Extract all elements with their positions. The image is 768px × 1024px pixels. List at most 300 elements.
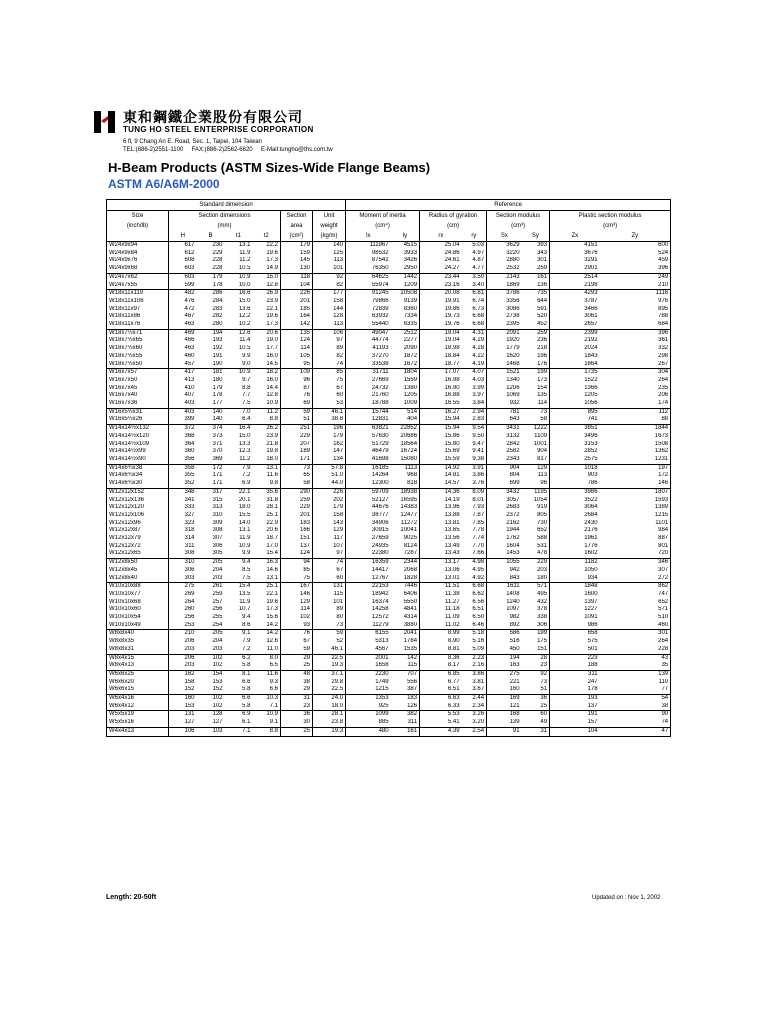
value-cell: 12.8 bbox=[253, 282, 281, 290]
value-cell: 14.92 bbox=[420, 464, 462, 472]
size-cell: W24x9x76 bbox=[107, 257, 169, 265]
value-cell: 7.9 bbox=[242, 638, 251, 645]
value-cell: 6.68 bbox=[462, 583, 487, 591]
value-cell: 355 bbox=[184, 472, 195, 479]
value-cell: 7.2 bbox=[242, 645, 251, 652]
value-cell: 371 bbox=[212, 440, 223, 447]
header-gyration-unit: (cm) bbox=[420, 221, 487, 231]
size-cell: W24x9x68 bbox=[107, 265, 169, 273]
value-cell: 160 bbox=[509, 686, 520, 693]
value-cell: 23.16 bbox=[444, 281, 460, 288]
value-cell: 24.61 bbox=[444, 257, 460, 264]
table-row bbox=[107, 257, 671, 265]
value-cell: 8.8 bbox=[253, 416, 281, 424]
value-cell: 600 bbox=[600, 242, 671, 250]
value-cell: 247 bbox=[587, 678, 598, 685]
header-col-b: B bbox=[208, 233, 213, 239]
value-cell: 14.2 bbox=[253, 630, 281, 638]
value-cell: 1206 bbox=[506, 384, 520, 391]
value-cell: 16724 bbox=[391, 448, 420, 456]
value-cell: 469 bbox=[169, 329, 197, 337]
value-cell: 23.9 bbox=[253, 298, 281, 306]
value-cell: 76350 bbox=[371, 265, 389, 272]
value-cell: 255 bbox=[212, 614, 223, 621]
value-cell: 903 bbox=[587, 472, 598, 479]
value-cell: 152 bbox=[212, 686, 223, 693]
value-cell: 968 bbox=[391, 472, 420, 480]
value-cell: 14.6 bbox=[253, 567, 281, 575]
value-cell: 1353 bbox=[346, 695, 391, 703]
value-cell: 257 bbox=[212, 598, 223, 605]
size-cell: W8x8x31 bbox=[107, 646, 169, 654]
value-cell: 94 bbox=[281, 559, 313, 567]
value-cell: 74 bbox=[313, 559, 346, 567]
value-cell: 3.86 bbox=[462, 472, 487, 480]
table-row bbox=[107, 567, 671, 575]
header-section-dim-unit: (mm) bbox=[169, 221, 281, 231]
value-cell: 48 bbox=[281, 670, 313, 678]
size-cell: W12x12x65 bbox=[107, 550, 169, 558]
value-cell: 6.6 bbox=[225, 695, 253, 703]
value-cell: 15.6 bbox=[253, 614, 281, 622]
table-row bbox=[107, 527, 671, 535]
value-cell: 11.0 bbox=[253, 646, 281, 654]
value-cell: 93 bbox=[281, 622, 313, 630]
value-cell: 169 bbox=[487, 695, 522, 703]
value-cell: 197 bbox=[600, 464, 671, 472]
value-cell: 25.1 bbox=[253, 512, 281, 520]
value-cell: 47 bbox=[600, 727, 671, 736]
value-cell: 13.43 bbox=[444, 550, 460, 557]
value-cell: 153 bbox=[184, 702, 195, 709]
header-col-sy: Sy bbox=[522, 231, 550, 242]
value-cell: 3.26 bbox=[462, 711, 487, 719]
value-cell: 9.1 bbox=[225, 630, 253, 638]
value-cell: 9.8 bbox=[253, 480, 281, 488]
value-cell: 110 bbox=[658, 678, 669, 685]
value-cell: 403 bbox=[169, 408, 197, 416]
value-cell: 3522 bbox=[584, 496, 598, 503]
table-row bbox=[107, 464, 671, 472]
size-cell: W18x11x119 bbox=[107, 290, 169, 298]
value-cell: 2041 bbox=[391, 630, 420, 638]
value-cell: 128 bbox=[313, 313, 346, 321]
value-cell: 524 bbox=[658, 249, 669, 256]
value-cell: 2950 bbox=[391, 265, 420, 273]
value-cell: 1807 bbox=[600, 488, 671, 496]
length-note: Length: 20-50ft bbox=[106, 894, 157, 901]
value-cell: 4.87 bbox=[462, 257, 487, 265]
value-cell: 159 bbox=[281, 250, 313, 258]
value-cell: 38 bbox=[661, 702, 669, 709]
value-cell: 162 bbox=[169, 670, 197, 678]
table-row bbox=[107, 630, 671, 638]
value-cell: 3.84 bbox=[462, 400, 487, 408]
value-cell: 308 bbox=[184, 550, 195, 557]
value-cell: 59 bbox=[281, 646, 313, 654]
value-cell: 11.6 bbox=[253, 472, 281, 480]
value-cell: 17.07 bbox=[420, 369, 462, 377]
value-cell: 1828 bbox=[391, 575, 420, 583]
value-cell: 786 bbox=[587, 480, 598, 487]
value-cell: 9.3 bbox=[253, 679, 281, 687]
value-cell: 2198 bbox=[584, 281, 598, 288]
value-cell: 801 bbox=[658, 542, 669, 549]
value-cell: 23.44 bbox=[420, 273, 462, 281]
size-cell: W14x6¾x34 bbox=[107, 472, 169, 480]
value-cell: 6.46 bbox=[462, 622, 487, 630]
value-cell: 10.5 bbox=[238, 265, 251, 272]
value-cell: 16.27 bbox=[420, 408, 462, 416]
value-cell: 72839 bbox=[371, 305, 389, 312]
value-cell: 25 bbox=[281, 727, 313, 736]
value-cell: 298 bbox=[658, 352, 669, 359]
value-cell: 348 bbox=[169, 488, 197, 496]
value-cell: 171 bbox=[212, 480, 223, 487]
value-cell: 4151 bbox=[550, 242, 600, 250]
value-cell: 3.86 bbox=[462, 670, 487, 678]
value-cell: 892 bbox=[509, 621, 520, 628]
value-cell: 599 bbox=[184, 281, 195, 288]
value-cell: 378 bbox=[522, 606, 550, 614]
value-cell: 10.9 bbox=[253, 711, 281, 719]
value-cell: 90 bbox=[600, 711, 671, 719]
value-cell: 22.1 bbox=[225, 488, 253, 496]
value-cell: 2430 bbox=[584, 519, 598, 526]
value-cell: 139 bbox=[600, 670, 671, 678]
value-cell: 124 bbox=[281, 550, 313, 558]
value-cell: 92 bbox=[313, 273, 346, 281]
size-cell: W14x14½x132 bbox=[107, 425, 169, 433]
table-row bbox=[107, 377, 671, 385]
value-cell: 7.9 bbox=[225, 464, 253, 472]
value-cell: 205 bbox=[197, 630, 225, 638]
value-cell: 115 bbox=[313, 591, 346, 599]
value-cell: 2901 bbox=[584, 265, 598, 272]
value-cell: 817 bbox=[522, 456, 550, 464]
value-cell: 9025 bbox=[391, 535, 420, 543]
value-cell: 172 bbox=[197, 464, 225, 472]
value-cell: 126 bbox=[391, 703, 420, 711]
value-cell: 134 bbox=[313, 456, 346, 464]
value-cell: 172 bbox=[658, 472, 669, 479]
value-cell: 1091 bbox=[584, 614, 598, 621]
value-cell: 129 bbox=[313, 527, 346, 535]
value-cell: 13.1 bbox=[253, 464, 281, 472]
value-cell: 179 bbox=[313, 433, 346, 441]
value-cell: 1604 bbox=[506, 542, 520, 549]
value-cell: 51.0 bbox=[313, 472, 346, 480]
value-cell: 373 bbox=[212, 432, 223, 439]
table-row bbox=[107, 520, 671, 528]
value-cell: 904 bbox=[487, 464, 522, 472]
header-col-ry: ry bbox=[462, 231, 487, 242]
value-cell: 16.0 bbox=[253, 377, 281, 385]
value-cell: 1209 bbox=[391, 282, 420, 290]
value-cell: 221 bbox=[509, 678, 520, 685]
value-cell: 20.08 bbox=[420, 290, 462, 298]
value-cell: 33538 bbox=[371, 360, 389, 367]
value-cell: 22.5 bbox=[313, 654, 346, 662]
size-cell: W14x14½x99 bbox=[107, 448, 169, 456]
value-cell: 9.41 bbox=[462, 448, 487, 456]
value-cell: 6.74 bbox=[462, 298, 487, 306]
value-cell: 6155 bbox=[346, 630, 391, 638]
value-cell: 804 bbox=[509, 472, 520, 479]
value-cell: 1009 bbox=[391, 400, 420, 408]
value-cell: 157 bbox=[587, 719, 598, 726]
value-cell: 144 bbox=[313, 306, 346, 314]
value-cell: 283 bbox=[212, 305, 223, 312]
value-cell: 19.0 bbox=[253, 337, 281, 345]
value-cell: 370 bbox=[212, 448, 223, 455]
value-cell: 176 bbox=[522, 361, 550, 369]
value-cell: 210 bbox=[658, 281, 669, 288]
value-cell: 151 bbox=[281, 535, 313, 543]
value-cell: 4.29 bbox=[462, 337, 487, 345]
value-cell: 13.17 bbox=[420, 559, 462, 567]
value-cell: 1018 bbox=[550, 464, 600, 472]
value-cell: 3466 bbox=[584, 305, 598, 312]
value-cell: 59 bbox=[281, 408, 313, 416]
value-cell: 109 bbox=[281, 369, 313, 377]
value-cell: 3.81 bbox=[462, 679, 487, 687]
value-cell: 644 bbox=[522, 298, 550, 306]
value-cell: 196 bbox=[522, 353, 550, 361]
value-cell: 2852 bbox=[584, 448, 598, 455]
size-cell: W12x12x96 bbox=[107, 520, 169, 528]
value-cell: 1240 bbox=[506, 598, 520, 605]
value-cell: 52127 bbox=[371, 496, 389, 503]
table-row bbox=[107, 361, 671, 369]
header-col-weight-unit: (kg/m) bbox=[313, 231, 346, 242]
value-cell: 114 bbox=[281, 345, 313, 353]
value-cell: 8.1 bbox=[225, 670, 253, 678]
value-cell: 531 bbox=[522, 543, 550, 551]
value-cell: 235 bbox=[658, 384, 669, 391]
value-cell: 4.19 bbox=[462, 361, 487, 369]
value-cell: 11.2 bbox=[239, 257, 251, 264]
header-standard: Standard dimension bbox=[107, 200, 346, 211]
value-cell: 145 bbox=[281, 257, 313, 265]
value-cell: 2514 bbox=[550, 273, 600, 281]
value-cell: 95 bbox=[281, 361, 313, 369]
value-cell: 919 bbox=[522, 504, 550, 512]
size-cell: W5x5x16 bbox=[107, 719, 169, 727]
value-cell: 113 bbox=[313, 321, 346, 329]
value-cell: 19.3 bbox=[313, 662, 346, 670]
value-cell: 87542 bbox=[371, 257, 389, 264]
value-cell: 19.91 bbox=[444, 297, 460, 304]
value-cell: 178 bbox=[587, 686, 598, 693]
value-cell: 1611 bbox=[487, 583, 522, 591]
value-cell: 5.53 bbox=[420, 711, 462, 719]
value-cell: 23 bbox=[281, 703, 313, 711]
value-cell: 1869 bbox=[506, 281, 520, 288]
value-cell: 343 bbox=[522, 250, 550, 258]
value-cell: 410 bbox=[184, 384, 195, 391]
value-cell: 356 bbox=[184, 455, 195, 462]
value-cell: 46.1 bbox=[313, 408, 346, 416]
value-cell: 14.0 bbox=[238, 519, 251, 526]
value-cell: 1784 bbox=[391, 638, 420, 646]
value-cell: 2.44 bbox=[462, 695, 487, 703]
value-cell: 450 bbox=[509, 645, 520, 652]
size-cell: W12x8x45 bbox=[107, 567, 169, 575]
value-cell: 137 bbox=[587, 702, 598, 709]
value-cell: 643 bbox=[509, 416, 520, 423]
page-subtitle: ASTM A6/A6M-2000 bbox=[108, 177, 220, 191]
value-cell: 1389 bbox=[654, 504, 669, 511]
value-cell: 31 bbox=[522, 727, 550, 736]
value-cell: 1056 bbox=[584, 400, 598, 407]
value-cell: 307 bbox=[658, 566, 669, 573]
value-cell: 2024 bbox=[584, 345, 598, 352]
value-cell: 6.56 bbox=[462, 599, 487, 607]
value-cell: 23 bbox=[522, 662, 550, 670]
value-cell: 92 bbox=[522, 670, 550, 678]
value-cell: 2230 bbox=[346, 670, 391, 678]
value-cell: 1001 bbox=[522, 441, 550, 449]
value-cell: 3786 bbox=[487, 290, 522, 298]
value-cell: 261 bbox=[197, 583, 225, 591]
value-cell: 194 bbox=[487, 654, 522, 662]
value-cell: 482 bbox=[169, 290, 197, 298]
value-cell: 10.2 bbox=[238, 321, 251, 328]
table-row bbox=[107, 575, 671, 583]
value-cell: 140 bbox=[313, 242, 346, 250]
value-cell: 31.8 bbox=[253, 497, 281, 505]
value-cell: 13.49 bbox=[444, 542, 460, 549]
value-cell: 2880 bbox=[506, 257, 520, 264]
value-cell: 11.09 bbox=[445, 614, 460, 621]
table-row bbox=[107, 512, 671, 520]
value-cell: 308 bbox=[212, 527, 223, 534]
value-cell: 206 bbox=[169, 654, 197, 662]
value-cell: 14383 bbox=[391, 504, 420, 512]
value-cell: 510 bbox=[658, 614, 669, 621]
value-cell: 167 bbox=[281, 583, 313, 591]
value-cell: 346 bbox=[600, 559, 671, 567]
value-cell: 8.36 bbox=[420, 654, 462, 662]
value-cell: 130 bbox=[281, 265, 313, 273]
value-cell: 3.20 bbox=[462, 719, 487, 727]
value-cell: 6.77 bbox=[447, 678, 460, 685]
value-cell: 146 bbox=[658, 480, 669, 487]
value-cell: 154 bbox=[197, 670, 225, 678]
value-cell: 14.9 bbox=[253, 265, 281, 273]
value-cell: 3064 bbox=[584, 504, 598, 511]
value-cell: 364 bbox=[184, 440, 195, 447]
table-row bbox=[107, 441, 671, 449]
value-cell: 317 bbox=[197, 488, 225, 496]
value-cell: 16.55 bbox=[444, 400, 460, 407]
value-cell: 520 bbox=[522, 313, 550, 321]
value-cell: 46479 bbox=[371, 448, 389, 455]
value-cell: 7287 bbox=[391, 550, 420, 558]
value-cell: 183 bbox=[391, 695, 420, 703]
value-cell: 80 bbox=[313, 614, 346, 622]
value-cell: 720 bbox=[658, 550, 669, 557]
value-cell: 3431 bbox=[487, 425, 522, 433]
value-cell: 98532 bbox=[371, 249, 389, 256]
size-cell: W4x4x13 bbox=[107, 727, 169, 736]
value-cell: 7.1 bbox=[253, 703, 281, 711]
size-cell: W6x6x25 bbox=[107, 670, 169, 678]
value-cell: 10.0 bbox=[238, 281, 251, 288]
value-cell: 22.1 bbox=[253, 591, 281, 599]
table-row bbox=[107, 329, 671, 337]
value-cell: 57630 bbox=[371, 432, 389, 439]
value-cell: 1602 bbox=[584, 550, 598, 557]
value-cell: 259 bbox=[522, 265, 550, 273]
value-cell: 229 bbox=[281, 504, 313, 512]
value-cell: 191 bbox=[212, 352, 223, 359]
value-cell: 272 bbox=[658, 574, 669, 581]
table-row bbox=[107, 543, 671, 551]
table-row bbox=[107, 282, 671, 290]
table-row bbox=[107, 353, 671, 361]
value-cell: 472 bbox=[184, 305, 195, 312]
value-cell: 3356 bbox=[506, 297, 520, 304]
value-cell: 89 bbox=[313, 345, 346, 353]
value-cell: 4.98 bbox=[462, 559, 487, 567]
value-cell: 25.1 bbox=[253, 583, 281, 591]
size-cell: W10x10x54 bbox=[107, 614, 169, 622]
value-cell: 290 bbox=[281, 488, 313, 496]
value-cell: 1050 bbox=[584, 566, 598, 573]
table-row bbox=[107, 337, 671, 345]
value-cell: 67 bbox=[313, 567, 346, 575]
value-cell: 85 bbox=[281, 567, 313, 575]
value-cell: 393 bbox=[522, 242, 550, 250]
value-cell: 2512 bbox=[391, 329, 420, 337]
value-cell: 64625 bbox=[346, 273, 391, 281]
value-cell: 162 bbox=[313, 441, 346, 449]
table-row bbox=[107, 559, 671, 567]
value-cell: 306 bbox=[212, 542, 223, 549]
value-cell: 106 bbox=[169, 727, 197, 736]
value-cell: 12.2 bbox=[238, 313, 251, 320]
value-cell: 163 bbox=[509, 662, 520, 669]
value-cell: 9.47 bbox=[462, 441, 487, 449]
table-row bbox=[107, 456, 671, 464]
value-cell: 69 bbox=[281, 400, 313, 408]
value-cell: 3676 bbox=[584, 249, 598, 256]
value-cell: 13.3 bbox=[238, 440, 251, 447]
value-cell: 843 bbox=[509, 574, 520, 581]
value-cell: 74 bbox=[313, 361, 346, 369]
value-cell: 306 bbox=[522, 622, 550, 630]
value-cell: 741 bbox=[587, 416, 598, 423]
header-col-t2: t2 bbox=[253, 231, 281, 242]
value-cell: 35.6 bbox=[253, 488, 281, 496]
size-cell: W16x7x50 bbox=[107, 377, 169, 385]
value-cell: 516 bbox=[509, 638, 520, 645]
value-cell: 264 bbox=[184, 598, 195, 605]
value-cell: 608 bbox=[184, 257, 195, 264]
value-cell: 185 bbox=[281, 306, 313, 314]
value-cell: 203 bbox=[184, 645, 195, 652]
value-cell: 932 bbox=[509, 400, 520, 407]
value-cell: 19.3 bbox=[313, 727, 346, 736]
value-cell: 17.3 bbox=[253, 321, 281, 329]
value-cell: 7.0 bbox=[225, 408, 253, 416]
value-cell: 1101 bbox=[655, 519, 669, 526]
value-cell: 129 bbox=[281, 599, 313, 607]
value-cell: 16.0 bbox=[253, 353, 281, 361]
value-cell: 97 bbox=[313, 550, 346, 558]
